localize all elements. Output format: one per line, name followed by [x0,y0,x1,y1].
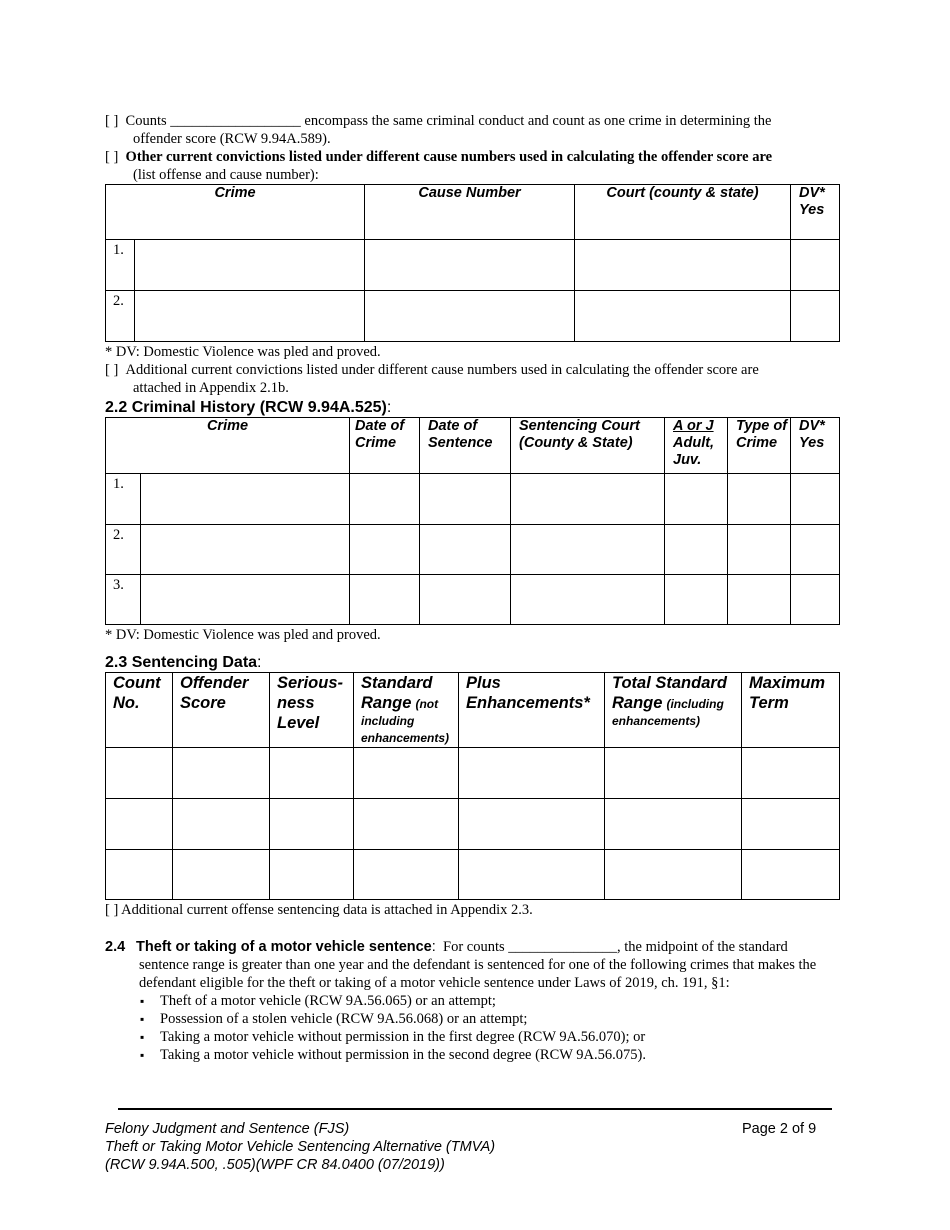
cell-crime[interactable] [141,474,350,525]
theft-section-intro: For counts _______________, the midpoint of the standard sentence range is greater than one year and the defendant is sentenced for one of the following crimes that makes the defendant eligible for the theft or taking of a motor vehicle sentence under Laws of 2019, ch. 191, §1: [139,939,817,991]
cell-offender-score[interactable] [173,850,270,900]
page-number: Page 2 of 9 [742,1121,817,1137]
cell-a-or-j[interactable] [665,575,728,625]
checkbox-additional-convictions[interactable]: [ ] [105,362,119,378]
same-conduct-text-2: offender score (RCW 9.94A.589). [133,131,331,147]
list-item: ▪ Theft of a motor vehicle (RCW 9A.56.065) or an attempt; [140,992,839,1010]
theft-section: 2.4 Theft or taking of a motor vehicle sentence: For counts _______________, the midpoint of the standard sentence range is greater than one year and the defendant is sentenced for one of the following crimes that makes the defendant eligible for the theft or taking of a motor vehicle sentence under Laws of 2019, ch. 191, §1: [105,939,817,991]
cell-total-range[interactable] [605,748,742,799]
cell-enhancements[interactable] [459,748,605,799]
list-item: ▪ Taking a motor vehicle without permission in the first degree (RCW 9A.56.070); or [140,1028,839,1046]
table-row [106,291,840,342]
footer-line-3: (RCW 9.94A.500, .505)(WPF CR 84.0400 (07/2019)) [105,1157,445,1173]
sentencing-data-table [105,672,840,900]
cell-crime[interactable] [141,575,350,625]
table-row [106,474,840,525]
cell-dv[interactable] [791,240,840,291]
sentencing-data-heading: 2.3 Sentencing Data: [105,654,262,671]
cell-date-of-sentence[interactable] [420,525,511,575]
cell-date-of-sentence[interactable] [420,575,511,625]
header-plus-enhancements: Plus Enhancements* [459,673,605,748]
header-dv: DV* Yes [791,185,840,240]
additional-convictions-text-2: attached in Appendix 2.1b. [133,380,289,396]
cell-dv[interactable] [791,575,840,625]
cell-a-or-j[interactable] [665,474,728,525]
cell-maximum-term[interactable] [742,748,840,799]
footer-line-1: Felony Judgment and Sentence (FJS) [105,1121,350,1137]
dv-footnote-2: * DV: Domestic Violence was pled and proved. [105,627,381,643]
cell-maximum-term[interactable] [742,799,840,850]
criminal-history-table [105,417,840,625]
header-date-of-crime: Date of Crime [350,418,420,474]
list-item: ▪ Taking a motor vehicle without permission in the second degree (RCW 9A.56.075). [140,1046,839,1064]
row-number: 2. [106,291,135,342]
header-crime: Crime [106,185,365,240]
cell-count[interactable] [106,850,173,900]
cell-type[interactable] [728,575,791,625]
cell-sentencing-court[interactable] [511,474,665,525]
table-row [106,525,840,575]
header-seriousness-level: Serious-ness Level [270,673,354,748]
other-convictions-bold: Other current convictions listed under different cause numbers used in calculating the offender score are [125,149,773,165]
cell-crime[interactable] [135,240,365,291]
header-maximum-term: Maximum Term [742,673,840,748]
row-number: 3. [106,575,141,625]
header-crime: Crime [106,418,350,474]
cell-standard-range[interactable] [354,799,459,850]
same-conduct-line [105,112,839,148]
cell-offender-score[interactable] [173,748,270,799]
header-dv: DV* Yes [791,418,840,474]
table-row [106,748,840,799]
cell-enhancements[interactable] [459,799,605,850]
row-number: 1. [106,474,141,525]
cell-enhancements[interactable] [459,850,605,900]
cell-count[interactable] [106,748,173,799]
cell-count[interactable] [106,799,173,850]
header-sentencing-court: Sentencing Court (County & State) [511,418,665,474]
cell-date-of-crime[interactable] [350,474,420,525]
cell-date-of-sentence[interactable] [420,474,511,525]
theft-crimes-list [105,992,839,1064]
footer-line-2: Theft or Taking Motor Vehicle Sentencing Alternative (TMVA) [105,1139,496,1155]
criminal-history-heading: 2.2 Criminal History (RCW 9.94A.525): [105,399,392,416]
other-convictions-table [105,184,840,342]
cell-total-range[interactable] [605,799,742,850]
cell-dv[interactable] [791,474,840,525]
cell-date-of-crime[interactable] [350,525,420,575]
header-standard-range: Standard Range (not including enhancements) [354,673,459,748]
row-number: 2. [106,525,141,575]
same-conduct-text: Counts __________________ encompass the same criminal conduct and count as one crime in determining the [125,113,772,129]
cell-a-or-j[interactable] [665,525,728,575]
cell-offender-score[interactable] [173,799,270,850]
table-row [106,575,840,625]
cell-sentencing-court[interactable] [511,525,665,575]
table-row [106,799,840,850]
row-number: 1. [106,240,135,291]
header-type-of-crime: Type of Crime [728,418,791,474]
additional-convictions-line [105,361,839,397]
cell-seriousness[interactable] [270,748,354,799]
table-row [106,850,840,900]
list-item: ▪ Possession of a stolen vehicle (RCW 9A.56.068) or an attempt; [140,1010,839,1028]
cell-crime[interactable] [135,291,365,342]
cell-seriousness[interactable] [270,799,354,850]
cell-standard-range[interactable] [354,748,459,799]
cell-maximum-term[interactable] [742,850,840,900]
other-convictions-rest: (list offense and cause number): [133,167,319,183]
theft-section-number: 2.4 [105,939,126,955]
checkbox-other-convictions[interactable]: [ ] [105,149,119,165]
cell-cause-number[interactable] [365,291,575,342]
cell-court[interactable] [575,291,791,342]
cell-type[interactable] [728,525,791,575]
cell-dv[interactable] [791,291,840,342]
cell-crime[interactable] [141,525,350,575]
header-cause-number: Cause Number [365,185,575,240]
cell-date-of-crime[interactable] [350,575,420,625]
footer-form-title [105,1120,495,1174]
cell-total-range[interactable] [605,850,742,900]
sentencing-appendix-note: [ ] Additional current offense sentencing data is attached in Appendix 2.3. [105,902,533,918]
dv-footnote-1: * DV: Domestic Violence was pled and proved. [105,344,381,360]
additional-convictions-text: Additional current convictions listed under different cause numbers used in calculating the offender score are [125,362,759,378]
header-count-no: Count No. [106,673,173,748]
header-a-or-j: A or J Adult, Juv. [665,418,728,474]
footer-divider [118,1108,832,1110]
header-court: Court (county & state) [575,185,791,240]
checkbox-same-conduct[interactable]: [ ] [105,113,119,129]
document-page [105,112,839,1064]
cell-cause-number[interactable] [365,240,575,291]
cell-dv[interactable] [791,525,840,575]
table-row [106,240,840,291]
cell-court[interactable] [575,240,791,291]
header-offender-score: Offender Score [173,673,270,748]
theft-section-title: Theft or taking of a motor vehicle sentence [136,939,432,955]
other-convictions-line [105,148,839,184]
header-total-standard-range: Total Standard Range (including enhancements) [605,673,742,748]
cell-standard-range[interactable] [354,850,459,900]
cell-type[interactable] [728,474,791,525]
header-date-of-sentence: Date of Sentence [420,418,511,474]
cell-sentencing-court[interactable] [511,575,665,625]
cell-seriousness[interactable] [270,850,354,900]
